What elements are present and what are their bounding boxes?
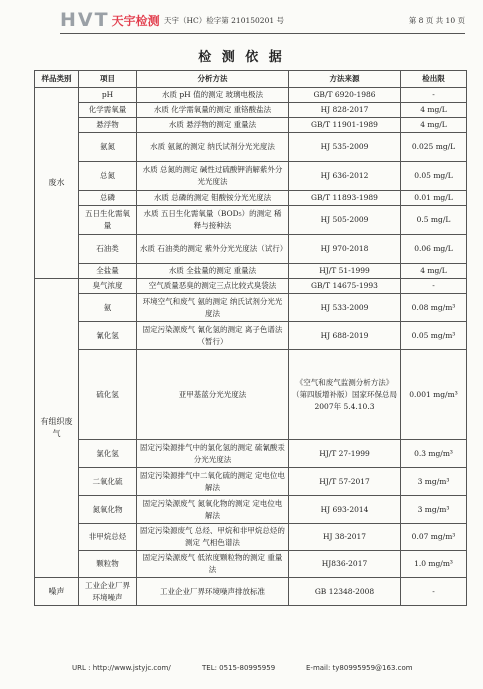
limit-cell: 0.08 mg/m³ xyxy=(401,294,467,322)
method-cell: 水质 pH 值的测定 玻璃电极法 xyxy=(137,88,289,103)
logo-chinese: 天宇检测 xyxy=(111,13,160,28)
limit-cell: 3 mg/m³ xyxy=(401,496,467,524)
header-item: 项目 xyxy=(79,71,137,88)
table-row xyxy=(35,294,467,322)
table-header-row xyxy=(35,71,467,88)
table-row xyxy=(35,322,467,350)
table-row xyxy=(35,524,467,551)
header-method: 分析方法 xyxy=(137,71,289,88)
sample-category-cell: 噪声 xyxy=(35,578,79,606)
footer-tel: TEL: 0515-80995959 xyxy=(202,664,276,672)
limit-cell: 3 mg/m³ xyxy=(401,468,467,496)
method-cell: 固定污染源排气中二氧化硫的测定 定电位电解法 xyxy=(137,468,289,496)
table-row xyxy=(35,88,467,103)
method-cell: 工业企业厂界环境噪声排放标准 xyxy=(137,578,289,606)
source-cell: HJ 535-2009 xyxy=(289,133,401,162)
limit-cell: 1.0 mg/m³ xyxy=(401,551,467,578)
source-cell: HJ/T 27-1999 xyxy=(289,440,401,468)
limit-cell: 4 mg/L xyxy=(401,264,467,279)
table-row xyxy=(35,235,467,264)
source-cell: HJ 970-2018 xyxy=(289,235,401,264)
table-row xyxy=(35,206,467,235)
method-cell: 固定污染源废气 氰化氢的测定 离子色谱法（暂行） xyxy=(137,322,289,350)
method-cell: 水质 五日生化需氧量（BOD₅）的测定 稀释与接种法 xyxy=(137,206,289,235)
limit-cell: 0.3 mg/m³ xyxy=(401,440,467,468)
source-cell: GB/T 11893-1989 xyxy=(289,191,401,206)
item-cell: 全盐量 xyxy=(79,264,137,279)
method-cell: 环境空气和废气 氨的测定 纳氏试剂分光光度法 xyxy=(137,294,289,322)
footer-url: URL : http://www.jstyjc.com/ xyxy=(72,664,171,672)
item-cell: 五日生化需氧量 xyxy=(79,206,137,235)
method-cell: 水质 总磷的测定 钼酸铵分光光度法 xyxy=(137,191,289,206)
item-cell: 总氮 xyxy=(79,162,137,191)
method-cell: 空气质量恶臭的测定三点比较式臭袋法 xyxy=(137,279,289,294)
method-cell: 固定污染源废气 氮氧化物的测定 定电位电解法 xyxy=(137,496,289,524)
limit-cell: - xyxy=(401,578,467,606)
item-cell: 硫化氢 xyxy=(79,350,137,440)
limit-cell: 0.05 mg/L xyxy=(401,162,467,191)
table-row xyxy=(35,191,467,206)
source-cell: GB 12348-2008 xyxy=(289,578,401,606)
item-cell: 臭气浓度 xyxy=(79,279,137,294)
page-header xyxy=(60,9,465,31)
sample-category-cell: 有组织废气 xyxy=(35,279,79,578)
source-cell: HJ 693-2014 xyxy=(289,496,401,524)
limit-cell: 0.06 mg/L xyxy=(401,235,467,264)
method-cell: 固定污染源废气 低浓度颗粒物的测定 重量法 xyxy=(137,551,289,578)
page-title: 检 测 依 据 xyxy=(198,50,285,65)
item-cell: 悬浮物 xyxy=(79,118,137,133)
item-cell: 氨氮 xyxy=(79,133,137,162)
footer-email: E-mail: ty80995959@163.com xyxy=(306,664,413,672)
method-table xyxy=(34,70,467,606)
sample-category-cell: 废水 xyxy=(35,88,79,279)
limit-cell: - xyxy=(401,88,467,103)
report-number: 天宇（HC）检字第 210150201 号 xyxy=(164,16,284,25)
item-cell: 颗粒物 xyxy=(79,551,137,578)
limit-cell: 0.025 mg/L xyxy=(401,133,467,162)
source-cell: HJ 636-2012 xyxy=(289,162,401,191)
limit-cell: 0.05 mg/m³ xyxy=(401,322,467,350)
source-cell: HJ/T 51-1999 xyxy=(289,264,401,279)
item-cell: 氨 xyxy=(79,294,137,322)
source-cell: 《空气和废气监测分析方法》（第四版增补版）国家环保总局 2007年 5.4.10.3 xyxy=(289,350,401,440)
limit-cell: 0.5 mg/L xyxy=(401,206,467,235)
table-row xyxy=(35,162,467,191)
method-cell: 固定污染源废气 总烃、甲烷和非甲烷总烃的测定 气相色谱法 xyxy=(137,524,289,551)
table-row xyxy=(35,350,467,440)
table-row xyxy=(35,578,467,606)
table-row xyxy=(35,440,467,468)
method-cell: 水质 化学需氧量的测定 重铬酸盐法 xyxy=(137,103,289,118)
header-source: 方法来源 xyxy=(289,71,401,88)
source-cell: HJ 38-2017 xyxy=(289,524,401,551)
source-cell: HJ 828-2017 xyxy=(289,103,401,118)
item-cell: pH xyxy=(79,88,137,103)
item-cell: 总磷 xyxy=(79,191,137,206)
header-limit: 检出限 xyxy=(401,71,467,88)
table-row xyxy=(35,496,467,524)
source-cell: GB/T 11901-1989 xyxy=(289,118,401,133)
limit-cell: 4 mg/L xyxy=(401,103,467,118)
item-cell: 化学需氧量 xyxy=(79,103,137,118)
method-cell: 固定污染源排气中的氯化氢的测定 硫氰酸汞分光光度法 xyxy=(137,440,289,468)
source-cell: HJ 688-2019 xyxy=(289,322,401,350)
source-cell: HJ 533-2009 xyxy=(289,294,401,322)
table-row xyxy=(35,279,467,294)
item-cell: 工业企业厂界环境噪声 xyxy=(79,578,137,606)
limit-cell: 4 mg/L xyxy=(401,118,467,133)
table-row xyxy=(35,133,467,162)
limit-cell: 0.07 mg/m³ xyxy=(401,524,467,551)
table-row xyxy=(35,468,467,496)
item-cell: 二氧化硫 xyxy=(79,468,137,496)
method-cell: 水质 石油类的测定 紫外分光光度法（试行） xyxy=(137,235,289,264)
item-cell: 氮氧化物 xyxy=(79,496,137,524)
logo-latin: HVT xyxy=(60,9,110,31)
page-number: 第 8 页 共 10 页 xyxy=(408,16,465,25)
method-cell: 水质 氨氮的测定 纳氏试剂分光光度法 xyxy=(137,133,289,162)
table-body xyxy=(35,88,467,606)
limit-cell: 0.001 mg/m³ xyxy=(401,350,467,440)
source-cell: GB/T 6920-1986 xyxy=(289,88,401,103)
table-row xyxy=(35,103,467,118)
source-cell: HJ836-2017 xyxy=(289,551,401,578)
limit-cell: 0.01 mg/L xyxy=(401,191,467,206)
header-sample-category: 样品类别 xyxy=(35,71,79,88)
limit-cell: - xyxy=(401,279,467,294)
source-cell: HJ/T 57-2017 xyxy=(289,468,401,496)
item-cell: 非甲烷总烃 xyxy=(79,524,137,551)
method-cell: 亚甲基蓝分光光度法 xyxy=(137,350,289,440)
item-cell: 氰化氢 xyxy=(79,322,137,350)
header-divider xyxy=(60,33,465,34)
item-cell: 石油类 xyxy=(79,235,137,264)
table-row xyxy=(35,551,467,578)
method-cell: 水质 总氮的测定 碱性过硫酸钾消解紫外分光光度法 xyxy=(137,162,289,191)
source-cell: HJ 505-2009 xyxy=(289,206,401,235)
item-cell: 氯化氢 xyxy=(79,440,137,468)
method-cell: 水质 全盐量的测定 重量法 xyxy=(137,264,289,279)
table-row xyxy=(35,264,467,279)
source-cell: GB/T 14675-1993 xyxy=(289,279,401,294)
company-logo xyxy=(60,9,160,31)
table-row xyxy=(35,118,467,133)
method-cell: 水质 悬浮物的测定 重量法 xyxy=(137,118,289,133)
